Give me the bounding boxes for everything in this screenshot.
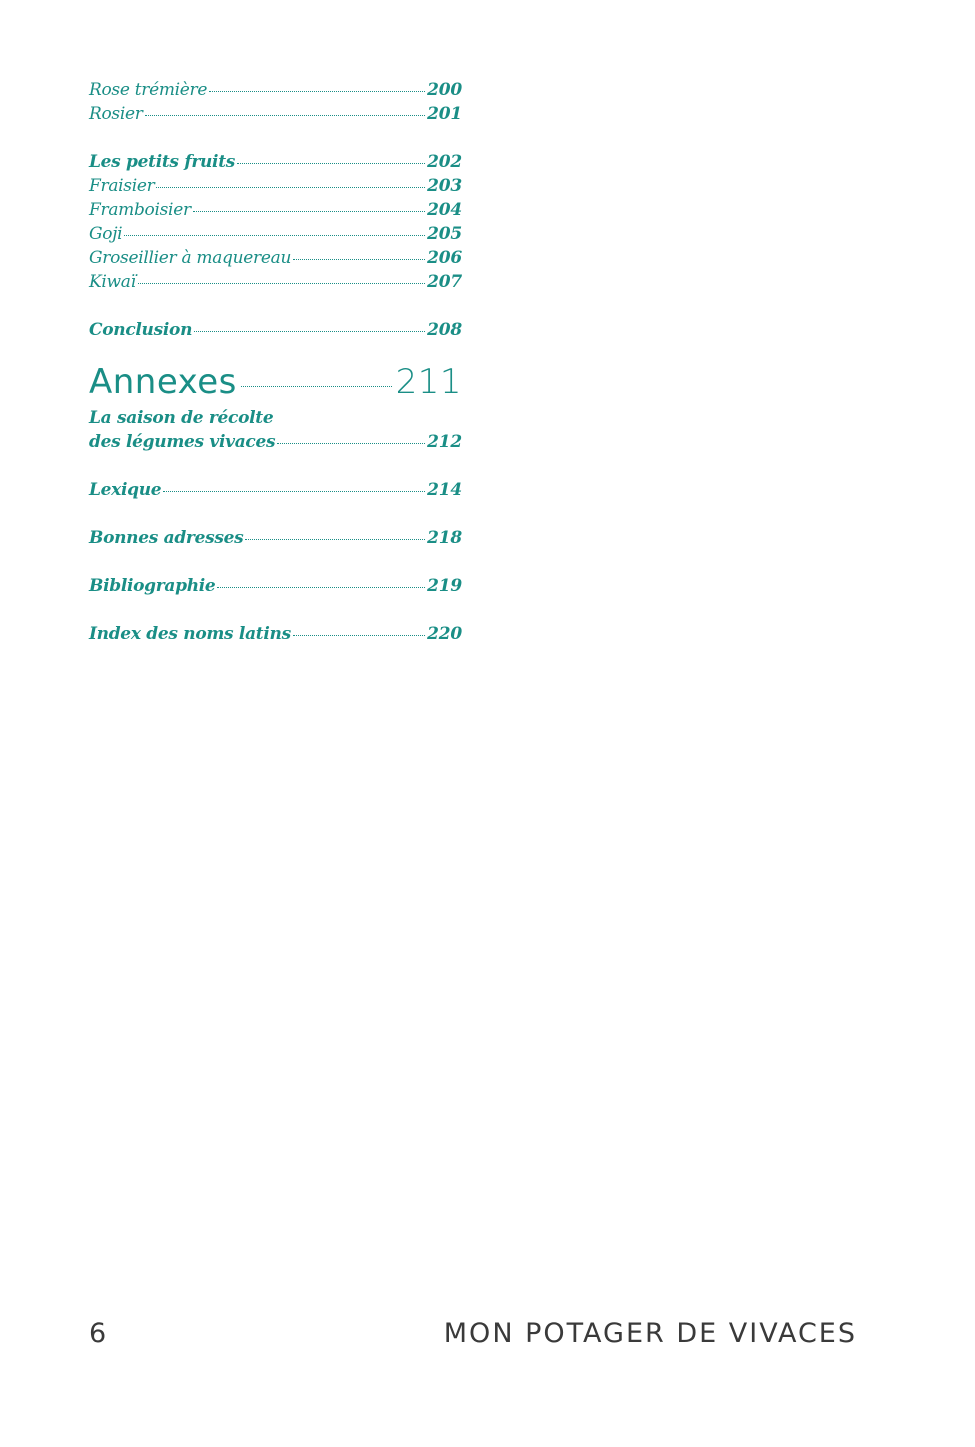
leader-dots <box>245 539 425 540</box>
toc-entry-groseillier[interactable] <box>89 246 462 270</box>
table-of-contents <box>89 78 462 646</box>
toc-entry-saison-line1[interactable]: La saison de récolte <box>89 408 274 428</box>
toc-entry-page: 204 <box>427 200 462 220</box>
leader-dots <box>156 187 425 188</box>
toc-entry-page: 200 <box>427 80 462 100</box>
leader-dots <box>293 259 425 260</box>
toc-entry-label: Index des noms latins <box>89 624 291 644</box>
toc-entry-page: 214 <box>427 480 462 500</box>
toc-entry-bibliographie[interactable] <box>89 574 462 598</box>
toc-entry-label: Rose trémière <box>89 80 208 100</box>
section-title: Annexes <box>89 362 237 402</box>
toc-entry-framboisier[interactable] <box>89 198 462 222</box>
toc-entry-label: Goji <box>89 224 123 244</box>
toc-entry-saison[interactable] <box>89 430 462 454</box>
page-number: 6 <box>89 1318 107 1349</box>
toc-entry-page: 212 <box>427 432 462 452</box>
leader-dots <box>209 91 425 92</box>
spacer <box>89 342 462 352</box>
spacer <box>89 454 462 478</box>
toc-entry-les-petits-fruits[interactable] <box>89 150 462 174</box>
toc-entry-lexique[interactable] <box>89 478 462 502</box>
spacer <box>89 598 462 622</box>
toc-entry-kiwai[interactable] <box>89 270 462 294</box>
toc-entry-page: 208 <box>427 320 462 340</box>
toc-entry-index[interactable] <box>89 622 462 646</box>
toc-entry-bonnes-adresses[interactable] <box>89 526 462 550</box>
toc-entry-label: Bibliographie <box>89 576 216 596</box>
toc-entry-label: Rosier <box>89 104 143 124</box>
toc-entry-page: 220 <box>427 624 462 644</box>
section-page: 211 <box>395 362 462 402</box>
spacer <box>89 294 462 318</box>
toc-entry-label: Bonnes adresses <box>89 528 244 548</box>
leader-dots <box>138 283 425 284</box>
leader-dots <box>293 635 425 636</box>
toc-entry-fraisier[interactable] <box>89 174 462 198</box>
leader-dots <box>217 587 425 588</box>
leader-dots <box>145 115 426 116</box>
toc-entry-conclusion[interactable] <box>89 318 462 342</box>
leader-dots <box>237 163 425 164</box>
leader-dots <box>163 491 425 492</box>
toc-entry-page: 207 <box>427 272 462 292</box>
toc-entry-label: Fraisier <box>89 176 155 196</box>
spacer <box>89 550 462 574</box>
toc-entry-page: 219 <box>427 576 462 596</box>
toc-entry-rose-tremiere[interactable] <box>89 78 462 102</box>
leader-dots <box>277 443 425 444</box>
toc-entry-label: Conclusion <box>89 320 193 340</box>
toc-section-annexes[interactable] <box>89 360 462 404</box>
leader-dots <box>124 235 425 236</box>
leader-dots <box>241 386 392 387</box>
toc-entry-page: 206 <box>427 248 462 268</box>
toc-entry-label: Lexique <box>89 480 162 500</box>
running-footer-title: MON POTAGER DE VIVACES <box>443 1318 857 1349</box>
toc-entry-page: 218 <box>427 528 462 548</box>
toc-entry-label: Framboisier <box>89 200 191 220</box>
spacer <box>89 126 462 150</box>
toc-entry-label: des légumes vivaces <box>89 432 276 452</box>
toc-entry-page: 201 <box>427 104 462 124</box>
toc-entry-rosier[interactable] <box>89 102 462 126</box>
toc-entry-goji[interactable] <box>89 222 462 246</box>
leader-dots <box>194 331 425 332</box>
spacer <box>89 502 462 526</box>
leader-dots <box>193 211 425 212</box>
toc-entry-page: 205 <box>427 224 462 244</box>
toc-entry-label: Groseillier à maquereau <box>89 248 292 268</box>
toc-entry-label: Les petits fruits <box>89 152 236 172</box>
toc-entry-page: 202 <box>427 152 462 172</box>
toc-entry-label: Kiwaï <box>89 272 136 292</box>
toc-entry-page: 203 <box>427 176 462 196</box>
